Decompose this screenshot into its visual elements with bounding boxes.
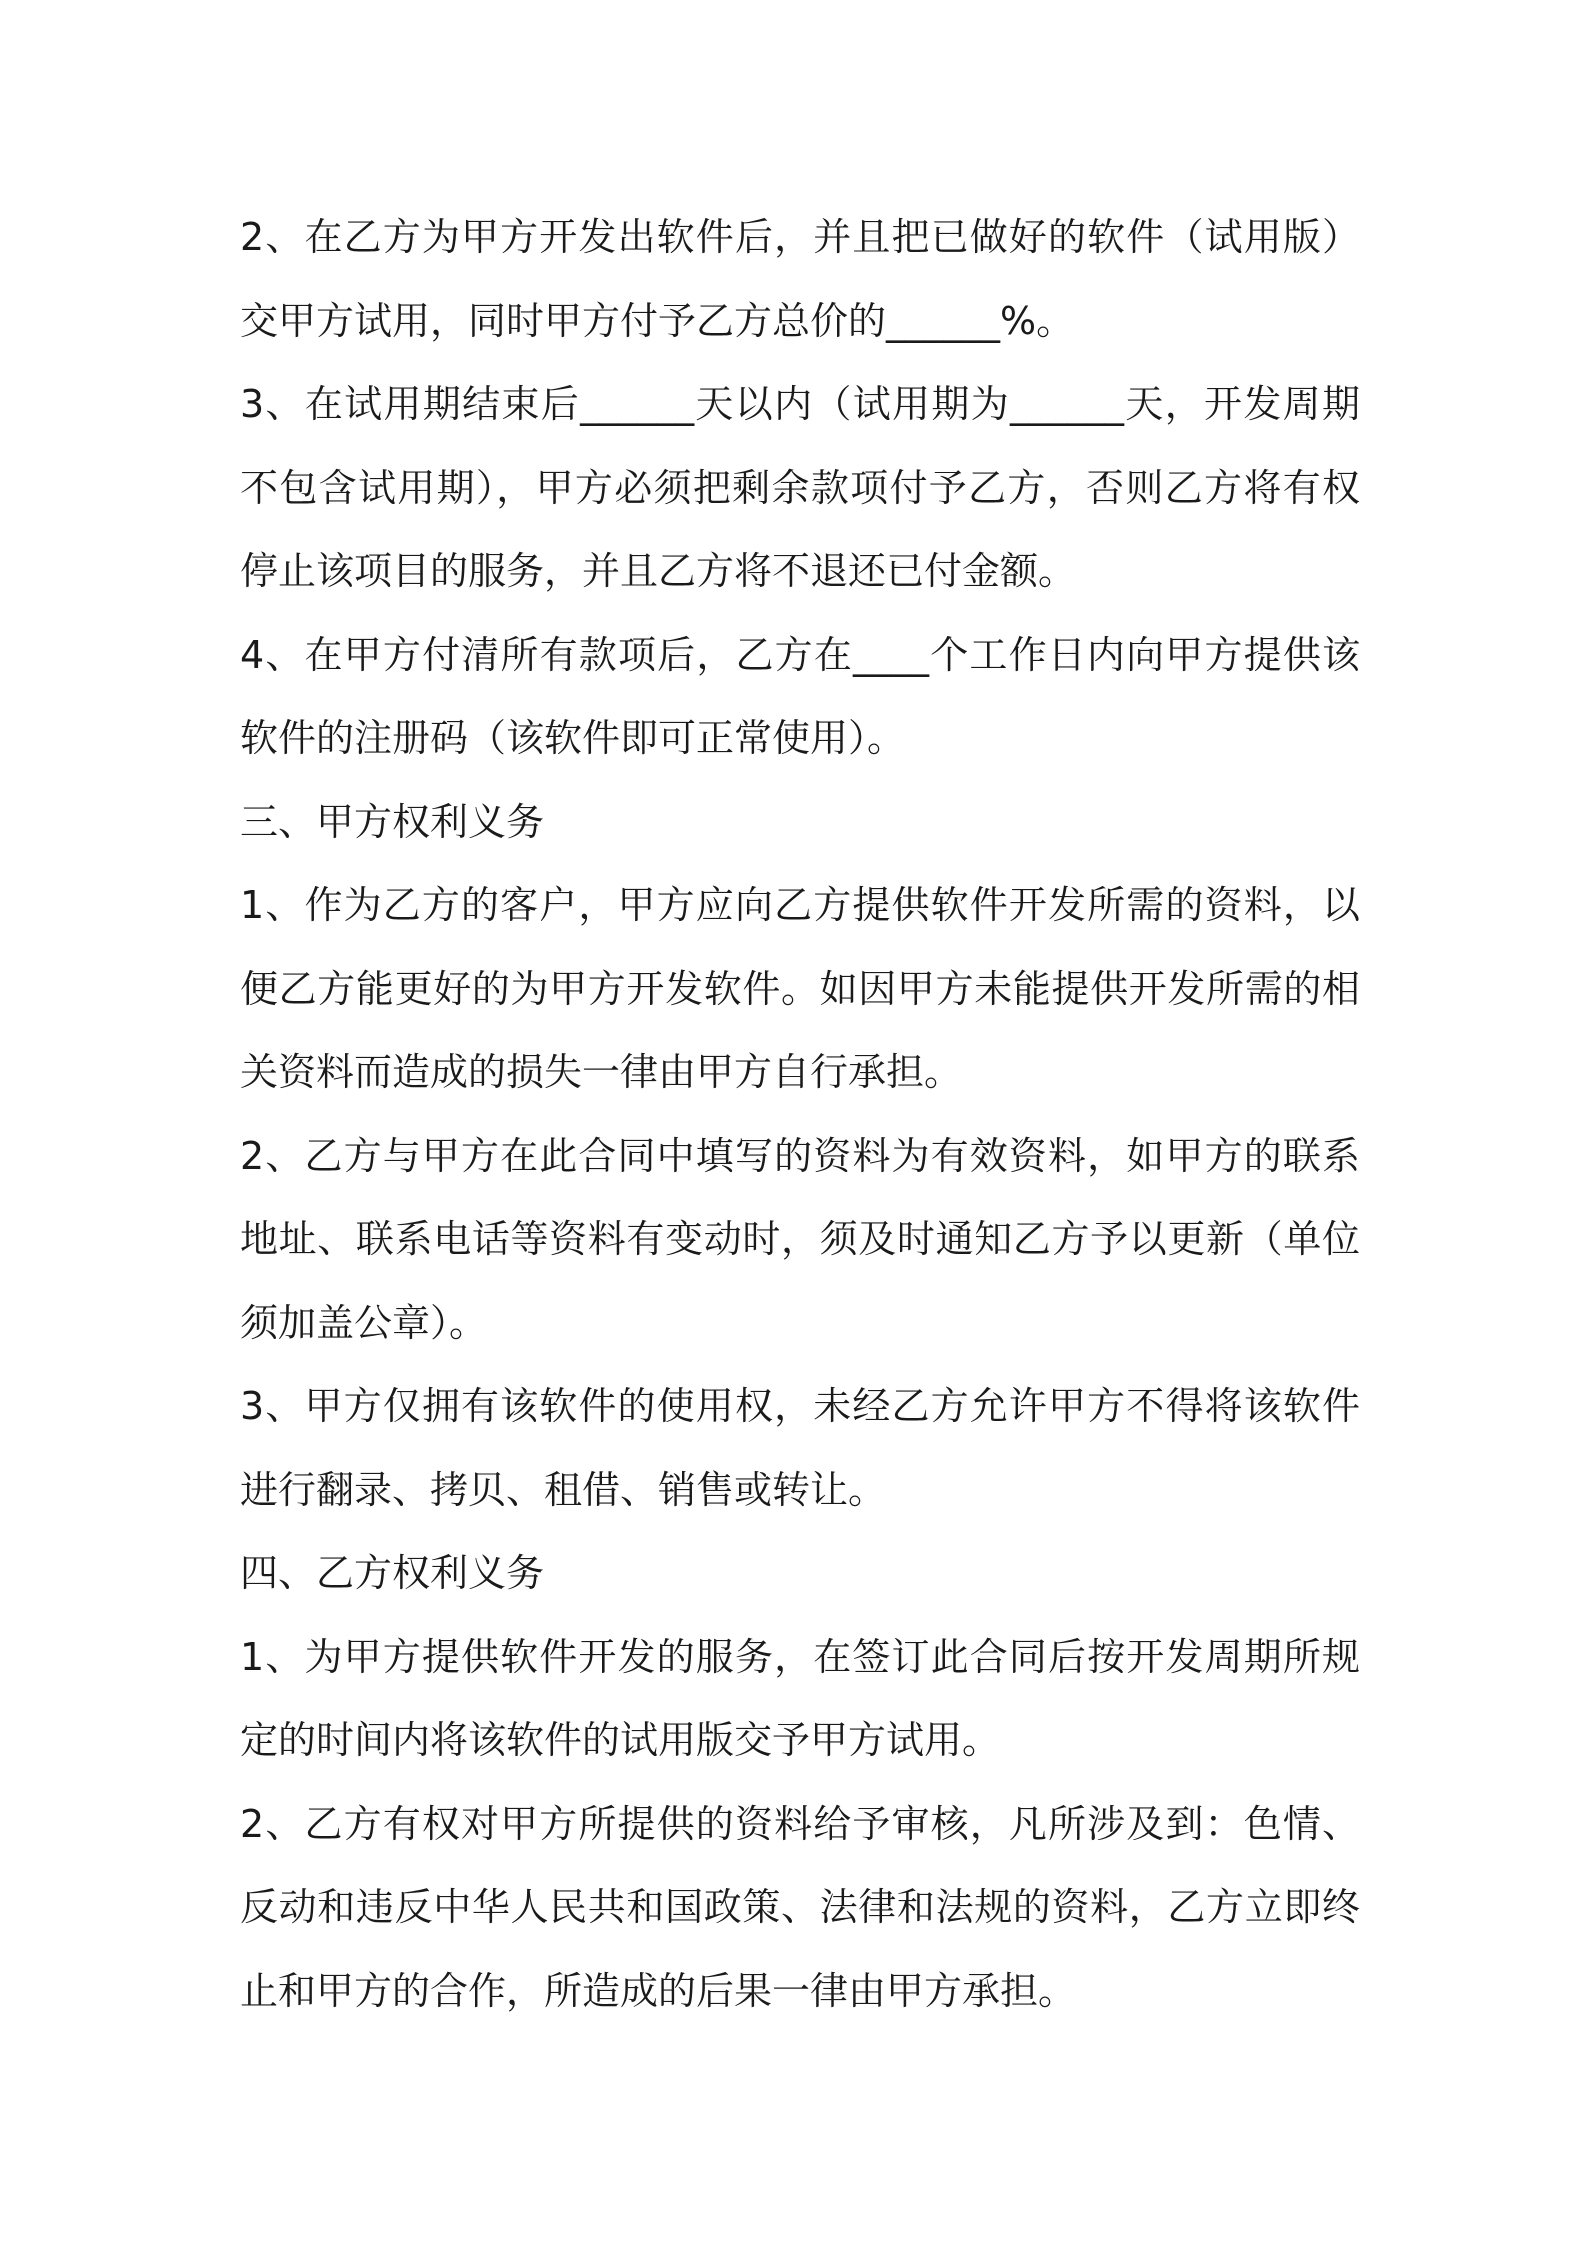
clause-b-1-provide-materials: 1、作为乙方的客户，甲方应向乙方提供软件开发所需的资料，以便乙方能更好的为甲方开发软件。如因甲方未能提供开发所需的相关资料而造成的损失一律由甲方自行承担。: [240, 883, 1360, 1094]
section-heading-party-a: 三、甲方权利义务: [240, 799, 545, 844]
clause-a-4-registration-code: 4、在甲方付清所有款项后，乙方在____个工作日内向甲方提供该软件的注册码（该软件即可正常使用）。: [240, 632, 1360, 760]
clause-c-2-review-materials: 2、乙方有权对甲方所提供的资料给予审核，凡所涉及到：色情、反动和违反中华人民共和国政策、法律和法规的资料，乙方立即终止和甲方的合作，所造成的后果一律由甲方承担。: [240, 1801, 1360, 2013]
clause-b-2-valid-information: 2、乙方与甲方在此合同中填写的资料为有效资料，如甲方的联系地址、联系电话等资料有变动时，须及时通知乙方予以更新（单位须加盖公章）。: [240, 1133, 1360, 1345]
clause-b-3-usage-rights: 3、甲方仅拥有该软件的使用权，未经乙方允许甲方不得将该软件进行翻录、拷贝、租借、销售或转让。: [240, 1384, 1360, 1512]
clause-a-2-trial-payment: 2、在乙方为甲方开发出软件后，并且把已做好的软件（试用版）交甲方试用，同时甲方付予乙方总价的______%。: [240, 215, 1360, 343]
clause-c-1-development-service: 1、为甲方提供软件开发的服务，在签订此合同后按开发周期所规定的时间内将该软件的试用版交予甲方试用。: [240, 1634, 1360, 1762]
clause-a-3-remaining-payment: 3、在试用期结束后______天以内（试用期为______天，开发周期不包含试用期），甲方必须把剩余款项付予乙方，否则乙方将有权停止该项目的服务，并且乙方将不退还已付金额。: [240, 382, 1360, 593]
section-heading-party-b: 四、乙方权利义务: [240, 1551, 545, 1595]
document-body: [240, 196, 1360, 2033]
